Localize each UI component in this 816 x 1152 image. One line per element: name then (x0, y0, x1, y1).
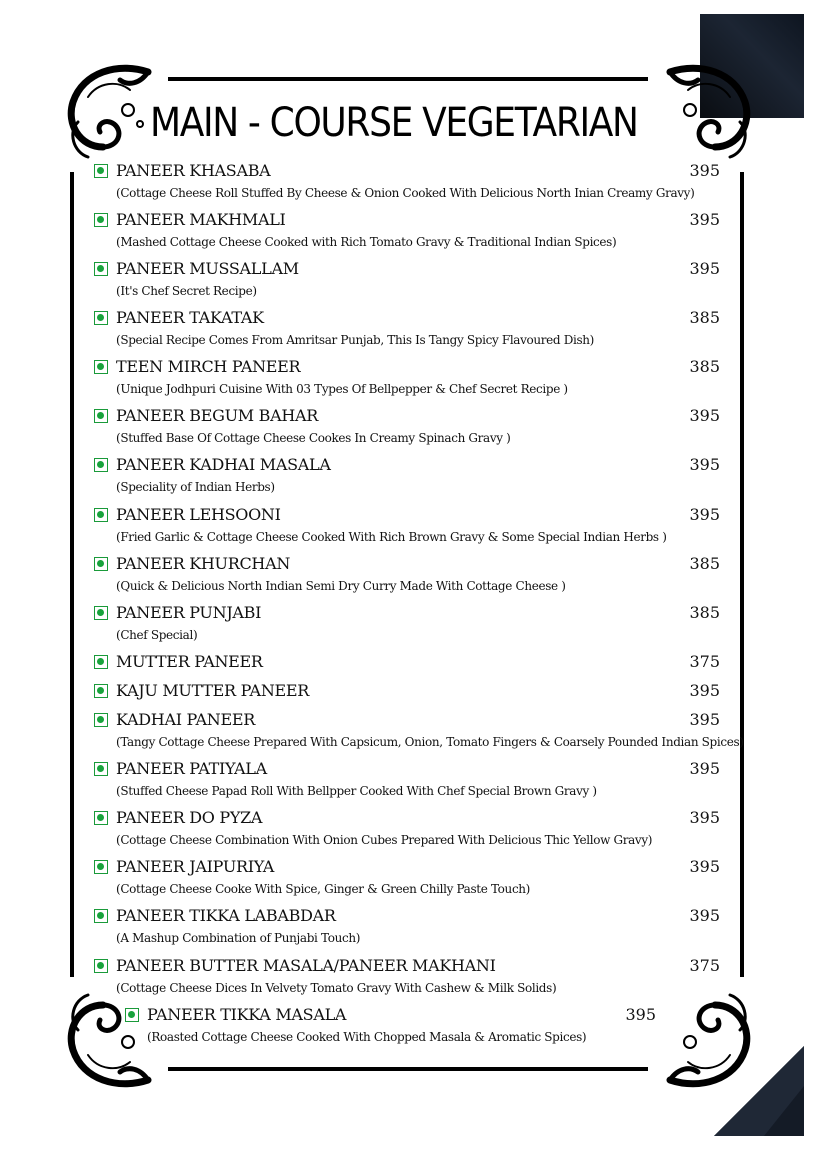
item-name: PANEER PUNJABI (116, 603, 262, 622)
item-name: PANEER TAKATAK (116, 308, 264, 327)
item-description: (Stuffed Base Of Cottage Cheese Cookes In Creamy Spinach Gravy ) (116, 431, 511, 445)
item-price: 375 (689, 652, 720, 671)
item-description: (Tangy Cottage Cheese Prepared With Capsicum, Onion, Tomato Fingers & Coarsely Pounded Indian Spices) (116, 735, 744, 749)
ornament-top-left-icon (58, 62, 158, 162)
item-description: (Quick & Delicious North Indian Semi Dry Curry Made With Cottage Cheese ) (116, 579, 566, 593)
frame-left-line (70, 172, 74, 977)
item-price: 385 (689, 357, 720, 376)
veg-mark-icon (94, 508, 108, 522)
veg-mark-icon (94, 909, 108, 923)
veg-mark-icon (94, 959, 108, 973)
item-price: 395 (689, 681, 720, 700)
item-name: PANEER KHURCHAN (116, 554, 291, 573)
item-price: 395 (689, 906, 720, 925)
veg-mark-icon (94, 164, 108, 178)
item-price: 385 (689, 603, 720, 622)
item-name: PANEER MUSSALLAM (116, 259, 299, 278)
frame-right-line (740, 172, 744, 977)
item-price: 395 (689, 210, 720, 229)
item-price: 395 (689, 455, 720, 474)
item-name: PANEER KADHAI MASALA (116, 455, 331, 474)
item-name: PANEER KHASABA (116, 161, 271, 180)
item-description: (It's Chef Secret Recipe) (116, 284, 257, 298)
item-description: (Unique Jodhpuri Cuisine With 03 Types Of Bellpepper & Chef Secret Recipe ) (116, 382, 568, 396)
veg-mark-icon (94, 409, 108, 423)
item-description: (A Mashup Combination of Punjabi Touch) (116, 931, 361, 945)
item-name: PANEER DO PYZA (116, 808, 263, 827)
item-name: PANEER BEGUM BAHAR (116, 406, 318, 425)
item-name: TEEN MIRCH PANEER (116, 357, 301, 376)
ornament-bottom-right-icon (660, 990, 760, 1090)
item-price: 375 (689, 956, 720, 975)
item-price: 395 (689, 759, 720, 778)
item-name: MUTTER PANEER (116, 652, 263, 671)
item-description: (Fried Garlic & Cottage Cheese Cooked With Rich Brown Gravy & Some Special Indian Herbs ) (116, 530, 667, 544)
ornament-top-right-icon (660, 62, 760, 162)
item-description: (Stuffed Cheese Papad Roll With Bellpper Cooked With Chef Special Brown Gravy ) (116, 784, 597, 798)
veg-mark-icon (94, 762, 108, 776)
item-name: PANEER BUTTER MASALA/PANEER MAKHANI (116, 956, 496, 975)
item-price: 395 (689, 808, 720, 827)
veg-mark-icon (94, 557, 108, 571)
item-description: (Cottage Cheese Dices In Velvety Tomato Gravy With Cashew & Milk Solids) (116, 981, 557, 995)
item-description: (Cottage Cheese Combination With Onion Cubes Prepared With Delicious Thic Yellow Gravy) (116, 833, 653, 847)
item-description: (Special Recipe Comes From Amritsar Punjab, This Is Tangy Spicy Flavoured Dish) (116, 333, 595, 347)
ornament-bottom-left-icon (58, 990, 158, 1090)
item-price: 395 (689, 505, 720, 524)
veg-mark-icon (94, 360, 108, 374)
item-name: PANEER TIKKA MASALA (147, 1005, 347, 1024)
item-description: (Mashed Cottage Cheese Cooked with Rich Tomato Gravy & Traditional Indian Spices) (116, 235, 617, 249)
item-description: (Cottage Cheese Cooke With Spice, Ginger & Green Chilly Paste Touch) (116, 882, 531, 896)
item-name: PANEER JAIPURIYA (116, 857, 275, 876)
item-description: (Speciality of Indian Herbs) (116, 480, 275, 494)
item-name: PANEER PATIYALA (116, 759, 267, 778)
item-price: 395 (625, 1005, 656, 1024)
item-description: (Roasted Cottage Cheese Cooked With Chopped Masala & Aromatic Spices) (147, 1030, 587, 1044)
veg-mark-icon (94, 458, 108, 472)
veg-mark-icon (94, 860, 108, 874)
veg-mark-icon (94, 684, 108, 698)
page-title: MAIN - COURSE VEGETARIAN (150, 100, 638, 146)
item-name: PANEER MAKHMALI (116, 210, 286, 229)
frame-bottom-line (168, 1067, 648, 1071)
item-name: KAJU MUTTER PANEER (116, 681, 310, 700)
item-name: PANEER LEHSOONI (116, 505, 281, 524)
item-name: PANEER TIKKA LABABDAR (116, 906, 336, 925)
veg-mark-icon (94, 655, 108, 669)
item-price: 395 (689, 857, 720, 876)
item-price: 395 (689, 161, 720, 180)
veg-mark-icon (94, 713, 108, 727)
veg-mark-icon (125, 1008, 139, 1022)
item-description: (Cottage Cheese Roll Stuffed By Cheese & Onion Cooked With Delicious North Inian Creamy Gravy) (116, 186, 695, 200)
veg-mark-icon (94, 811, 108, 825)
item-price: 395 (689, 259, 720, 278)
veg-mark-icon (94, 606, 108, 620)
veg-mark-icon (94, 311, 108, 325)
veg-mark-icon (94, 262, 108, 276)
veg-mark-icon (94, 213, 108, 227)
item-price: 385 (689, 554, 720, 573)
item-price: 385 (689, 308, 720, 327)
item-name: KADHAI PANEER (116, 710, 255, 729)
item-price: 395 (689, 710, 720, 729)
frame-top-line (168, 77, 648, 81)
item-price: 395 (689, 406, 720, 425)
item-description: (Chef Special) (116, 628, 198, 642)
